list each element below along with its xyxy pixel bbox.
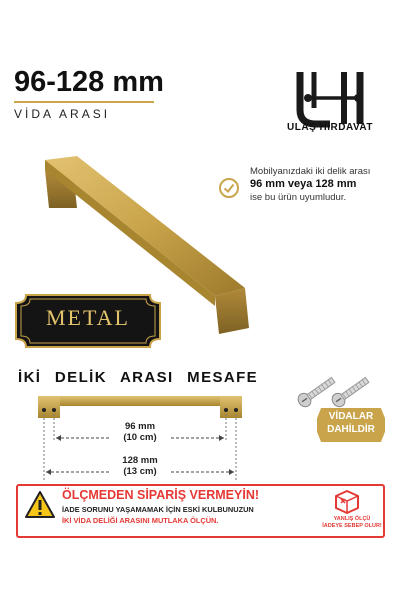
compatibility-note xyxy=(250,165,395,204)
warning-title: ÖLÇMEDEN SİPARİŞ VERMEYİN! xyxy=(62,488,260,502)
compatibility-line-3: ise bu ürün uyumludur. xyxy=(250,192,347,203)
warning-line-2: İKİ VİDA DELİĞİ ARASINI MUTLAKA ÖLÇÜN. xyxy=(62,516,219,525)
warning-line-1: İADE SORUNU YAŞAMAMAK İÇİN ESKİ KULBUNUZUN xyxy=(62,505,254,514)
compatibility-line-1: Mobilyanızdaki iki delik arası xyxy=(250,166,371,177)
compatibility-line-2: 96 mm veya 128 mm xyxy=(250,178,357,190)
distance-heading: İKİ DELİK ARASI MESAFE xyxy=(18,369,259,386)
wrong-size-warning: YANLIŞ ÖLÇÜ İADEYE SEBEP OLUR! xyxy=(322,516,382,529)
title-underline xyxy=(14,101,154,103)
screws-included-text: VİDALAR DAHİLDİR xyxy=(327,411,375,435)
page-title: 96-128 mm xyxy=(14,66,164,98)
page-subtitle: VİDA ARASI xyxy=(14,107,111,121)
large-distance-label: 128 mm (13 cm) xyxy=(110,455,170,477)
warning-triangle-icon xyxy=(24,490,56,520)
small-distance-label: 96 mm (10 cm) xyxy=(110,421,170,443)
screws-icon xyxy=(294,362,382,414)
brand-logo-icon xyxy=(280,68,380,130)
wrong-size-box-icon xyxy=(330,489,364,515)
brand-name: ULAŞ HIRDAVAT xyxy=(287,122,373,133)
material-label: METAL xyxy=(45,305,130,330)
